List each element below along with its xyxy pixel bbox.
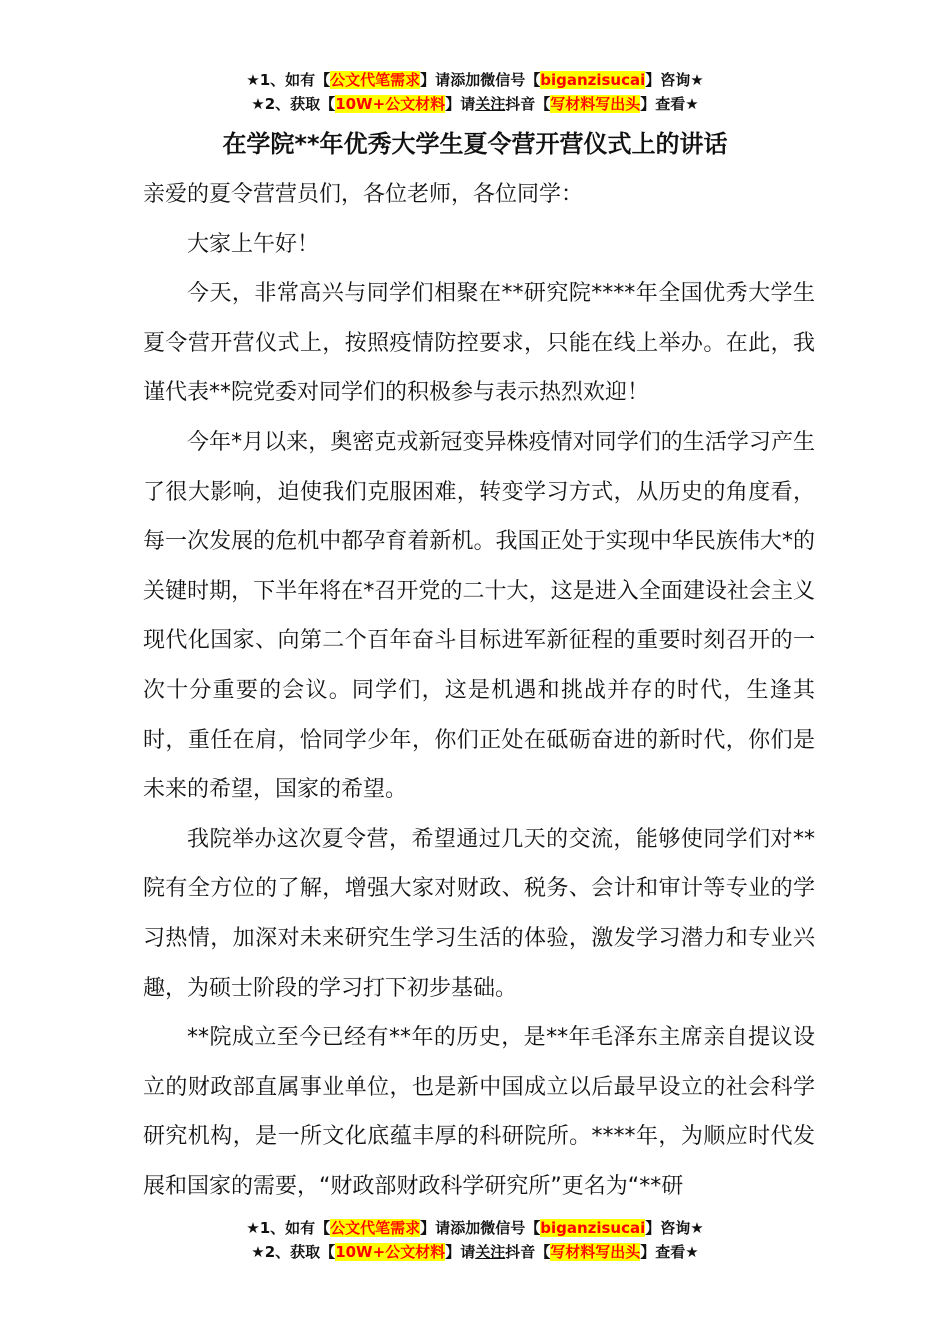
banner-line-1 [0, 1216, 950, 1240]
banner-text: 】请 [420, 71, 451, 89]
banner-emphasis: 关注 [475, 1243, 506, 1261]
paragraph-history: **院成立至今已经有**年的历史，是**年毛泽东主席亲自提议设立的财政部直属事业单位，也是新中国成立以后最早设立的社会科学研究机构，是一所文化底蕴丰厚的科研院所。****年，为顺应时代发展和国家的需要，“财政部财政科学研究所”更名为“**研 [143, 1025, 815, 1199]
banner-emphasis: 关注 [475, 95, 506, 113]
banner-text: 微信号【 [480, 71, 541, 89]
document-body [143, 170, 815, 1211]
banner-text: ★2、获取【 [251, 1243, 336, 1261]
highlight-douyin-account: 写材料写出头 [550, 1243, 641, 1261]
banner-line-1 [0, 68, 950, 92]
highlight-service: 公文代笔需求 [330, 1219, 421, 1237]
banner-emphasis: 添加 [450, 71, 481, 89]
banner-text: 】咨询★ [645, 1219, 704, 1237]
footer-banner [0, 1216, 950, 1264]
banner-text: 抖音【 [505, 1243, 551, 1261]
salutation: 亲爱的夏令营营员们，各位老师，各位同学： [143, 182, 584, 207]
banner-line-2 [0, 1240, 950, 1264]
banner-text: 】请 [445, 1243, 476, 1261]
banner-text: 】咨询★ [645, 71, 704, 89]
paragraph-purpose: 我院举办这次夏令营，希望通过几天的交流，能够使同学们对**院有全方位的了解，增强大家对财政、税务、会计和审计等专业的学习热情，加深对未来研究生学习生活的体验，激发学习潜力和专业兴趣，为硕士阶段的学习打下初步基础。 [143, 826, 815, 1001]
banner-text: 微信号【 [480, 1219, 541, 1237]
banner-text: 】请 [445, 95, 476, 113]
highlight-wechat-id: biganzisucai [540, 71, 646, 89]
banner-text: ★2、获取【 [251, 95, 336, 113]
paragraph-context: 今年*月以来，奥密克戎新冠变异株疫情对同学们的生活学习产生了很大影响，迫使我们克服困难，转变学习方式，从历史的角度看，每一次发展的危机中都孕育着新机。我国正处于实现中华民族伟大*的关键时期，下半年将在*召开党的二十大，这是进入全面建设社会主义现代化国家、向第二个百年奋斗目标进军新征程的重要时刻召开的一次十分重要的会议。同学们，这是机遇和挑战并存的时代，生逢其时，重任在肩，恰同学少年，你们正处在砥砺奋进的新时代，你们是未来的希望，国家的希望。 [143, 429, 815, 803]
banner-text: 】查看★ [640, 95, 699, 113]
banner-text: ★1、如有【 [246, 71, 331, 89]
highlight-service: 公文代笔需求 [330, 71, 421, 89]
header-banner [0, 68, 950, 116]
banner-text: 】查看★ [640, 1243, 699, 1261]
banner-text: 】请 [420, 1219, 451, 1237]
paragraph-welcome: 今天，非常高兴与同学们相聚在**研究院****年全国优秀大学生夏令营开营仪式上，按照疫情防控要求，只能在线上举办。在此，我谨代表**院党委对同学们的积极参与表示热烈欢迎！ [143, 281, 815, 406]
highlight-douyin-account: 写材料写出头 [550, 95, 641, 113]
highlight-wechat-id: biganzisucai [540, 1219, 646, 1237]
document-title: 在学院**年优秀大学生夏令营开营仪式上的讲话 [222, 130, 728, 158]
highlight-materials: 10W+公文材料 [335, 1243, 446, 1261]
banner-text: ★1、如有【 [246, 1219, 331, 1237]
paragraph-greeting: 大家上午好！ [187, 231, 320, 257]
banner-text: 抖音【 [505, 95, 551, 113]
banner-emphasis: 添加 [450, 1219, 481, 1237]
highlight-materials: 10W+公文材料 [335, 95, 446, 113]
banner-line-2 [0, 92, 950, 116]
